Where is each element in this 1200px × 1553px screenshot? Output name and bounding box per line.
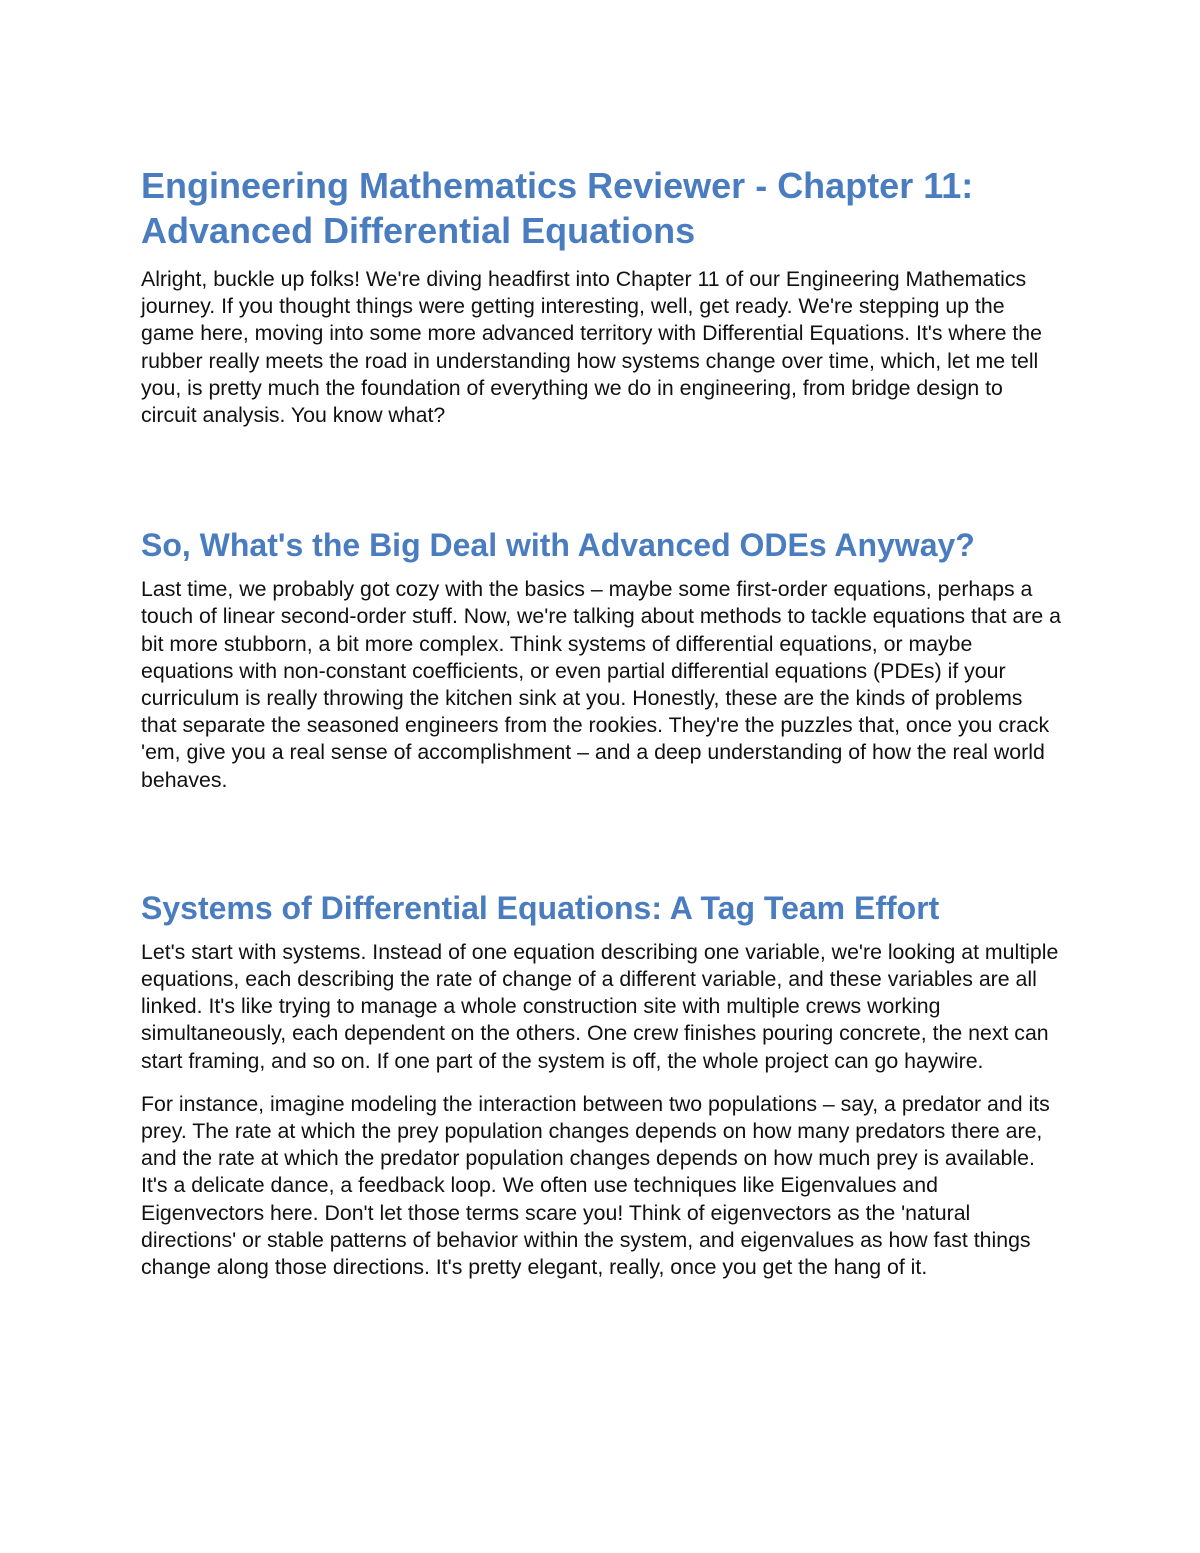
document-title: Engineering Mathematics Reviewer - Chapter 11: Advanced Differential Equations — [141, 165, 974, 251]
section-body-advanced-odes: Last time, we probably got cozy with the basics – maybe some first-order equations, perhaps a touch of linear second-order stuff. Now, we're talking about methods to tackle equations that are a bit more stubborn, a bit more complex. Think systems of differential equations, or maybe equations with non-constant coefficients, or even partial differential equations (PDEs) if your curriculum is really throwing the kitchen sink at you. Honestly, these are the kinds of problems that separate the seasoned engineers from the rookies. They're the puzzles that, once you crack 'em, give you a real sense of accomplishment – and a deep understanding of how the real world behaves. — [141, 577, 1061, 792]
paragraph-spacer — [141, 1075, 1061, 1091]
section-body-systems-p2: For instance, imagine modeling the interaction between two populations – say, a predator and its prey. The rate at which the prey population changes depends on how many predators there are, and the rate at which the predator population changes depends on how much prey is available. It's a delicate dance, a feedback loop. We often use techniques like Eigenvalues and Eigenvectors here. Don't let those terms scare you! Think of eigenvectors as the 'natural directions' or stable patterns of behavior within the system, and eigenvalues as how fast things change along those directions. It's pretty elegant, really, once you get the hang of it. — [141, 1091, 1050, 1280]
intro-paragraph: Alright, buckle up folks! We're diving headfirst into Chapter 11 of our Engineering Mathematics journey. If you thought things were getting interesting, well, get ready. We're stepping up the game here, moving into some more advanced territory with Differential Equations. It's where the rubber really meets the road in understanding how systems change over time, which, let me tell you, is pretty much the foundation of everything we do in engineering, from bridge design to circuit analysis. You know what? — [141, 267, 1042, 428]
section-spacer — [141, 794, 1061, 888]
section-body-systems-p1: Let's start with systems. Instead of one equation describing one variable, we're looking at multiple equations, each describing the rate of change of a different variable, and these variables are all linked. It's like trying to manage a whole construction site with multiple crews working simultaneously, each dependent on the others. One crew finishes pouring concrete, the next can start framing, and so on. If one part of the system is off, the whole project can go haywire. — [141, 939, 1059, 1073]
section-spacer — [141, 429, 1061, 525]
section-heading-advanced-odes: So, What's the Big Deal with Advanced ODEs Anyway? — [141, 527, 975, 564]
document-content — [141, 163, 1061, 1281]
section-heading-systems: Systems of Differential Equations: A Tag Team Effort — [141, 889, 940, 926]
